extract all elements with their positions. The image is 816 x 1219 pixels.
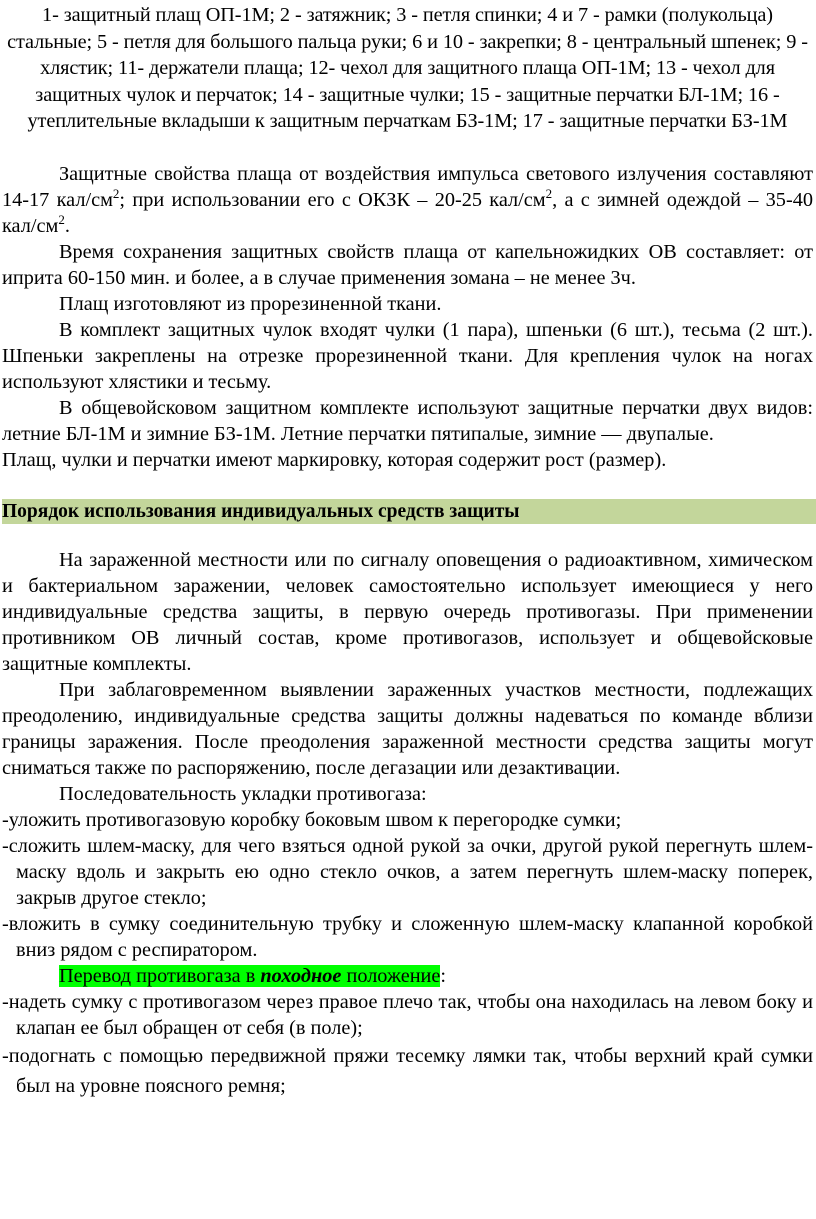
transfer-item: -надеть сумку с противогазом через правое плечо так, чтобы она находилась на левом боку и клапан ее был обращен от себя (в поле); — [2, 990, 813, 1039]
document-page — [0, 2, 816, 1219]
transfer-colon: : — [440, 964, 447, 987]
time-paragraph: Время сохранения защитных свойств плаща от капельножидких ОВ составляет: от иприта 60-150 мин. и более, а в случае применения зомана – не менее 3ч. — [2, 240, 813, 289]
protection-text-4: . — [64, 214, 70, 237]
usage-paragraph-1: На зараженной местности или по сигналу оповещения о радиоактивном, химическом и бактериальном заражении, человек самостоятельно использует имеющиеся у него индивидуальные средства защиты, в первую очередь противогазы. При применении противником ОВ личный состав, кроме противогазов, использует и общевойсковые защитные комплекты. — [2, 548, 813, 675]
packing-item: -уложить противогазовую коробку боковым швом к перегородке сумки; — [2, 808, 622, 831]
protection-text-3: , а с зимней одеждой – 35-40 кал/см — [2, 188, 813, 237]
transfer-title — [2, 963, 813, 989]
section-heading: Порядок использования индивидуальных средств защиты — [2, 499, 816, 524]
protection-text-1: Защитные свойства плаща от воздействия импульса светового излучения составляют 14-17 кал/см — [2, 162, 813, 211]
transfer-prefix: Перевод противогаза в — [59, 964, 261, 987]
packing-item: -сложить шлем-маску, для чего взяться одной рукой за очки, другой рукой перегнуть шлем-маску вдоль и закрыть ею одно стекло очков, а затем перегнуть шлем-маску поперек, закрыв другое стекло; — [2, 834, 813, 909]
stockings-paragraph: В комплект защитных чулок входят чулки (1 пара), шпеньки (6 шт.), тесьма (2 шт.). Шпеньки закреплены на отрезке прорезиненной ткани. Для крепления чулок на ногах используют хлястики и тесьму. — [2, 318, 813, 393]
transfer-suffix: положение — [341, 964, 441, 987]
protection-text-2: ; при использовании его с ОКЗК – 20-25 кал/см — [119, 188, 546, 211]
protection-paragraph — [2, 161, 813, 239]
gloves-paragraph: В общевойсковом защитном комплекте используют защитные перчатки двух видов: летние БЛ-1М и зимние БЗ-1М. Летние перчатки пятипалые, зимние — двупалые. — [2, 396, 813, 445]
figure-caption: 1- защитный плащ ОП-1М; 2 - затяжник; 3 - петля спинки; 4 и 7 - рамки (полукольца) стальные; 5 - петля для большого пальца руки; 6 и 10 - закрепки; 8 - центральный шпенек; 9 - хлястик; 11- держатели плаща; 12- чехол для защитного плаща ОП-1М; 13 - чехол для защитных чулок и перчаток; 14 - защитные чулки; 15 - защитные перчатки БЛ-1М; 16 - утеплительные вкладыши к защитным перчаткам БЗ-1М; 17 - защитные перчатки БЗ-1М — [7, 4, 808, 132]
material-paragraph: Плащ изготовляют из прорезиненной ткани. — [59, 292, 442, 315]
packing-item: -вложить в сумку соединительную трубку и сложенную шлем-маску клапанной коробкой вниз рядом с респиратором. — [2, 912, 813, 961]
transfer-item: -подогнать с помощью передвижной пряжи тесемку лямки так, чтобы верхний край сумки был на уровне поясного ремня; — [2, 1044, 813, 1097]
transfer-highlight — [59, 965, 440, 987]
superscript-2: 2 — [545, 185, 553, 201]
usage-paragraph-2: При заблаговременном выявлении зараженных участков местности, подлежащих преодолению, индивидуальные средства защиты должны надеваться по команде вблизи границы заражения. После преодоления зараженной местности средства защиты могут сниматься также по распоряжению, после дегазации или дезактивации. — [2, 678, 813, 779]
superscript-2: 2 — [112, 185, 120, 201]
marking-paragraph: Плащ, чулки и перчатки имеют маркировку, которая содержит рост (размер). — [2, 448, 667, 471]
superscript-2: 2 — [58, 211, 65, 227]
transfer-emphasis: походное — [260, 964, 342, 987]
packing-title: Последовательность укладки противогаза: — [59, 782, 427, 805]
